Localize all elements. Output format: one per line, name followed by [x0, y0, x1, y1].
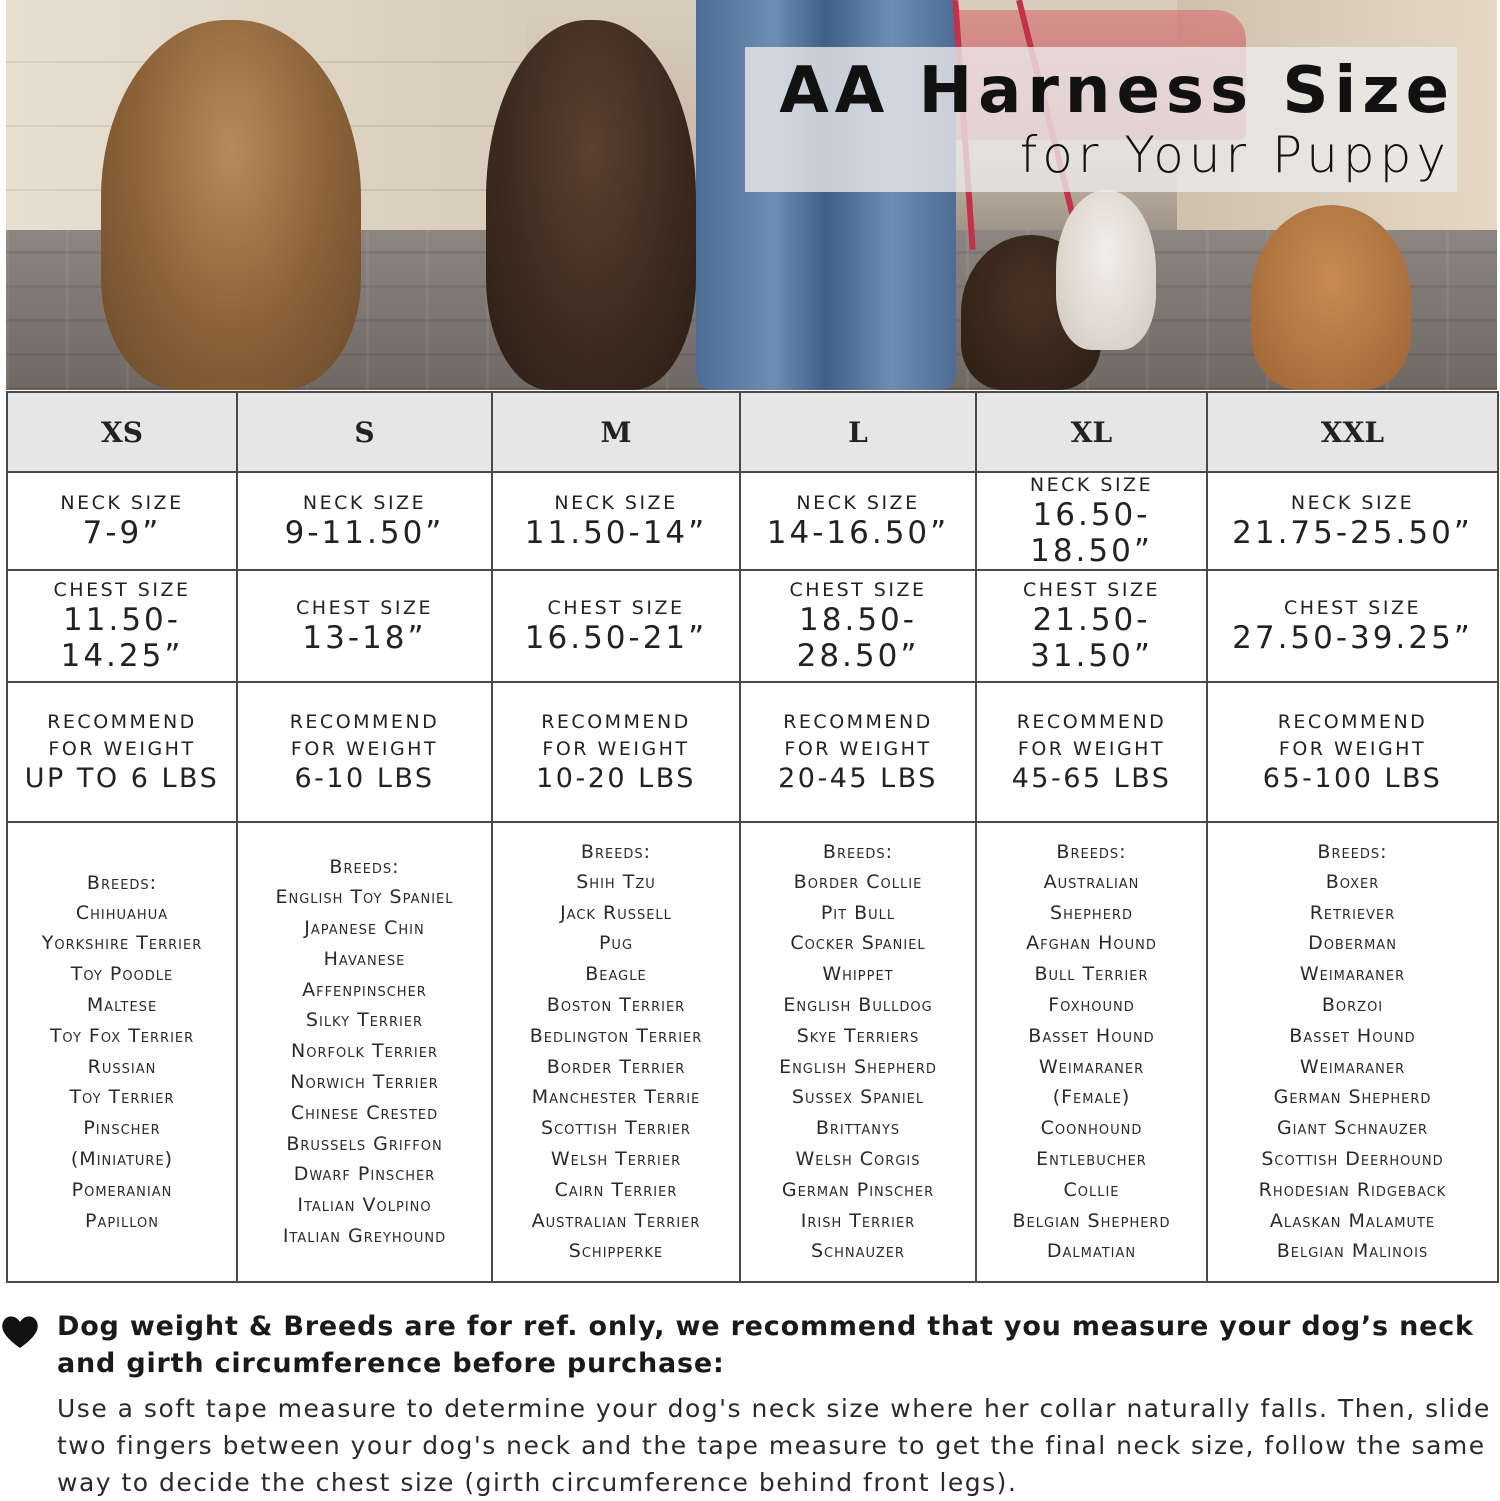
breed-item: Shih Tzu: [576, 870, 656, 893]
weight-cell: [492, 682, 740, 822]
breed-item: Jack Russell: [560, 901, 672, 924]
heart-icon: [0, 1312, 40, 1352]
breed-item: Skye Terriers: [796, 1024, 920, 1047]
neck-value: 9-11.50”: [284, 515, 445, 551]
breed-item: Yorkshire Terrier: [41, 932, 203, 955]
breed-item: Basset Hound: [1028, 1024, 1155, 1047]
neck-cell: [492, 472, 740, 570]
breed-item: Dwarf Pinscher: [293, 1163, 436, 1186]
breed-item: Havanese: [323, 947, 406, 970]
breed-list: [238, 882, 491, 1252]
breeds-label: Breeds:: [580, 840, 652, 863]
measure-note-body: Use a soft tape measure to determine your dog's neck size where her collar naturally falls. Then, slide two fingers between your dog's neck and the tape measure to get the final neck size, follow the same way to decide the chest size (girth circumference behind front legs).: [57, 1394, 1491, 1497]
neck-value: 21.75-25.50”: [1232, 515, 1473, 551]
chest-value: 21.50-31.50”: [1030, 602, 1153, 674]
breeds-label: Breeds:: [1056, 840, 1127, 863]
breed-item: Belgian Shepherd: [1012, 1209, 1171, 1232]
weight-label: RECOMMEND: [1016, 711, 1167, 733]
neck-value: 16.50-18.50”: [1030, 497, 1153, 569]
breed-item: English Shepherd: [779, 1055, 937, 1078]
breed-item: Manchester Terrie: [531, 1086, 701, 1109]
breed-item: Australian: [1043, 870, 1140, 893]
breed-item: Foxhound: [1048, 994, 1135, 1016]
breed-item: (Female): [1052, 1086, 1131, 1109]
breeds-cell: [740, 822, 976, 1282]
breed-item: Cairn Terrier: [554, 1178, 678, 1201]
breed-item: Schnauzer: [811, 1240, 905, 1263]
breed-item: Pinscher: [83, 1117, 161, 1140]
breed-item: Boston Terrier: [546, 994, 686, 1016]
breed-item: Italian Volpino: [297, 1194, 432, 1217]
chest-label: CHEST SIZE: [296, 597, 433, 619]
breed-item: Collie: [1063, 1178, 1120, 1201]
chest-label: CHEST SIZE: [547, 597, 685, 619]
breed-item: Borzoi: [1321, 994, 1384, 1016]
neck-value: 7-9”: [82, 515, 162, 551]
breed-item: Maltese: [86, 994, 158, 1016]
breed-item: Cocker Spaniel: [790, 932, 926, 955]
weight-value: 10-20 LBS: [536, 763, 696, 794]
chest-label: CHEST SIZE: [53, 579, 191, 601]
chest-label: CHEST SIZE: [1023, 579, 1160, 601]
breed-item: Pug: [598, 932, 634, 955]
breed-item: Scottish Terrier: [541, 1117, 691, 1140]
size-header-row: [7, 392, 1498, 472]
breed-list: [977, 867, 1206, 1267]
neck-label: NECK SIZE: [796, 492, 920, 514]
chest-label: CHEST SIZE: [789, 579, 927, 601]
weight-cell: [7, 682, 237, 822]
breed-item: German Shepherd: [1273, 1086, 1432, 1109]
breed-item: Dalmatian: [1046, 1240, 1137, 1263]
neck-label: NECK SIZE: [1290, 492, 1415, 514]
breed-item: English Toy Spaniel: [275, 886, 454, 909]
breed-item: Toy Poodle: [70, 963, 174, 986]
neck-label: NECK SIZE: [1029, 474, 1154, 496]
breeds-row: [7, 822, 1498, 1282]
chest-cell: [1207, 570, 1498, 682]
breeds-cell: [492, 822, 740, 1282]
neck-size-row: [7, 472, 1498, 570]
breed-item: Japanese Chin: [304, 917, 425, 940]
breeds-label: Breeds:: [822, 840, 894, 863]
large-brown-dog: [101, 20, 361, 390]
breed-item: Belgian Malinois: [1276, 1240, 1429, 1263]
size-header-s: S: [237, 392, 492, 472]
neck-cell: [740, 472, 976, 570]
breed-item: Toy Fox Terrier: [49, 1024, 195, 1047]
weight-label: FOR WEIGHT: [542, 738, 690, 760]
neck-cell: [7, 472, 237, 570]
breeds-cell: [976, 822, 1207, 1282]
size-header-l: L: [740, 392, 976, 472]
weight-label: RECOMMEND: [47, 711, 197, 733]
breed-item: Russian: [87, 1055, 157, 1078]
breed-item: Afghan Hound: [1026, 932, 1157, 955]
chest-value: 27.50-39.25”: [1232, 620, 1473, 656]
breed-item: Affenpinscher: [302, 978, 427, 1001]
neck-cell: [976, 472, 1207, 570]
banner-subtitle: for Your Puppy: [1019, 126, 1451, 184]
weight-row: [7, 682, 1498, 822]
breed-item: Irish Terrier: [800, 1209, 916, 1232]
weight-value: 20-45 LBS: [778, 763, 938, 794]
neck-value: 14-16.50”: [766, 515, 950, 551]
breed-item: Giant Schnauzer: [1276, 1117, 1429, 1140]
breed-item: Chinese Crested: [290, 1101, 439, 1124]
size-header-m: M: [492, 392, 740, 472]
breed-item: Welsh Terrier: [550, 1147, 682, 1170]
breed-item: Boxer: [1325, 870, 1380, 893]
weight-value: 65-100 LBS: [1262, 763, 1443, 794]
chest-value: 18.50-28.50”: [796, 602, 920, 674]
breed-item: Rhodesian Ridgeback: [1258, 1178, 1447, 1201]
breed-item: Papillon: [84, 1209, 159, 1232]
breed-item: Beagle: [585, 963, 647, 986]
breed-item: Silky Terrier: [305, 1009, 424, 1032]
chest-cell: [7, 570, 237, 682]
chest-value: 11.50-14.25”: [60, 602, 184, 674]
breed-item: Australian Terrier: [531, 1209, 701, 1232]
size-chart-table: [6, 391, 1499, 1283]
breed-item: Weimaraner: [1038, 1055, 1145, 1078]
breed-item: Border Collie: [793, 870, 923, 893]
neck-value: 11.50-14”: [524, 515, 708, 551]
weight-value: 45-65 LBS: [1011, 763, 1172, 794]
weight-label: RECOMMEND: [541, 711, 691, 733]
weight-cell: [1207, 682, 1498, 822]
neck-cell: [1207, 472, 1498, 570]
neck-label: NECK SIZE: [554, 492, 678, 514]
neck-label: NECK SIZE: [60, 492, 184, 514]
breed-item: Coonhound: [1040, 1117, 1143, 1140]
breed-item: Schipperke: [568, 1240, 664, 1263]
banner-title: AA Harness Size: [779, 54, 1455, 128]
chest-value: 16.50-21”: [524, 620, 708, 656]
neck-label: NECK SIZE: [302, 492, 427, 514]
breed-item: Doberman: [1308, 932, 1397, 955]
breeds-label: Breeds:: [86, 871, 158, 894]
breed-item: German Pinscher: [781, 1178, 935, 1201]
chest-cell: [492, 570, 740, 682]
breeds-label: Breeds:: [329, 856, 400, 879]
breed-item: Scottish Deerhound: [1261, 1147, 1444, 1170]
breed-list: [8, 898, 236, 1237]
breed-item: Sussex Spaniel: [791, 1086, 925, 1109]
weight-label: RECOMMEND: [783, 711, 933, 733]
breed-item: Weimaraner: [1299, 963, 1406, 986]
breed-list: [1208, 867, 1497, 1267]
weight-cell: [237, 682, 492, 822]
breed-item: Brittanys: [815, 1117, 901, 1140]
breeds-cell: [237, 822, 492, 1282]
breed-item: Retriever: [1309, 901, 1396, 924]
weight-label: FOR WEIGHT: [1278, 738, 1427, 760]
breed-item: Bull Terrier: [1034, 963, 1149, 986]
breed-item: Bedlington Terrier: [529, 1024, 703, 1047]
breeds-cell: [7, 822, 237, 1282]
breed-item: Toy Terrier: [69, 1086, 175, 1109]
breed-item: Welsh Corgis: [795, 1147, 921, 1170]
weight-label: RECOMMEND: [289, 711, 440, 733]
breed-item: Pomeranian: [71, 1178, 173, 1201]
breed-list: [741, 867, 975, 1267]
weight-label: FOR WEIGHT: [1017, 738, 1166, 760]
size-header-xs: XS: [7, 392, 237, 472]
neck-cell: [237, 472, 492, 570]
breed-item: Shepherd: [1050, 901, 1133, 924]
brindle-dog: [486, 20, 696, 390]
chest-cell: [237, 570, 492, 682]
breed-item: Brussels Griffon: [286, 1132, 443, 1155]
chest-label: CHEST SIZE: [1284, 597, 1421, 619]
breed-item: Basset Hound: [1289, 1024, 1416, 1047]
weight-cell: [740, 682, 976, 822]
breed-item: Weimaraner: [1299, 1055, 1406, 1078]
chest-cell: [740, 570, 976, 682]
breed-item: Entlebucher: [1036, 1147, 1147, 1170]
weight-value: UP TO 6 LBS: [24, 763, 220, 794]
breed-item: Border Terrier: [546, 1055, 686, 1078]
breeds-label: Breeds:: [1317, 840, 1388, 863]
weight-label: FOR WEIGHT: [48, 738, 196, 760]
breed-item: Italian Greyhound: [282, 1224, 447, 1247]
breed-item: Norfolk Terrier: [291, 1040, 438, 1063]
weight-label: FOR WEIGHT: [784, 738, 932, 760]
chest-size-row: [7, 570, 1498, 682]
breed-list: [493, 867, 739, 1267]
white-terrier-dog: [1056, 190, 1156, 350]
breed-item: Whippet: [822, 963, 894, 986]
measure-note-heading: Dog weight & Breeds are for ref. only, we recommend that you measure your dog’s neck and girth circumference before purchase:: [57, 1311, 1474, 1379]
breed-item: Chihuahua: [75, 901, 169, 924]
breed-item: Norwich Terrier: [290, 1071, 439, 1093]
weight-label: RECOMMEND: [1277, 711, 1428, 733]
weight-value: 6-10 LBS: [294, 763, 435, 794]
weight-label: FOR WEIGHT: [290, 738, 439, 760]
tan-small-dog: [1251, 205, 1411, 390]
breed-item: English Bulldog: [783, 994, 933, 1016]
breed-item: (Miniature): [70, 1147, 174, 1170]
size-header-xl: XL: [976, 392, 1207, 472]
breed-item: Alaskan Malamute: [1269, 1209, 1436, 1232]
chest-value: 13-18”: [302, 620, 427, 656]
breed-item: Pit Bull: [820, 901, 896, 924]
weight-cell: [976, 682, 1207, 822]
breeds-cell: [1207, 822, 1498, 1282]
chest-cell: [976, 570, 1207, 682]
size-header-xxl: XXL: [1207, 392, 1498, 472]
